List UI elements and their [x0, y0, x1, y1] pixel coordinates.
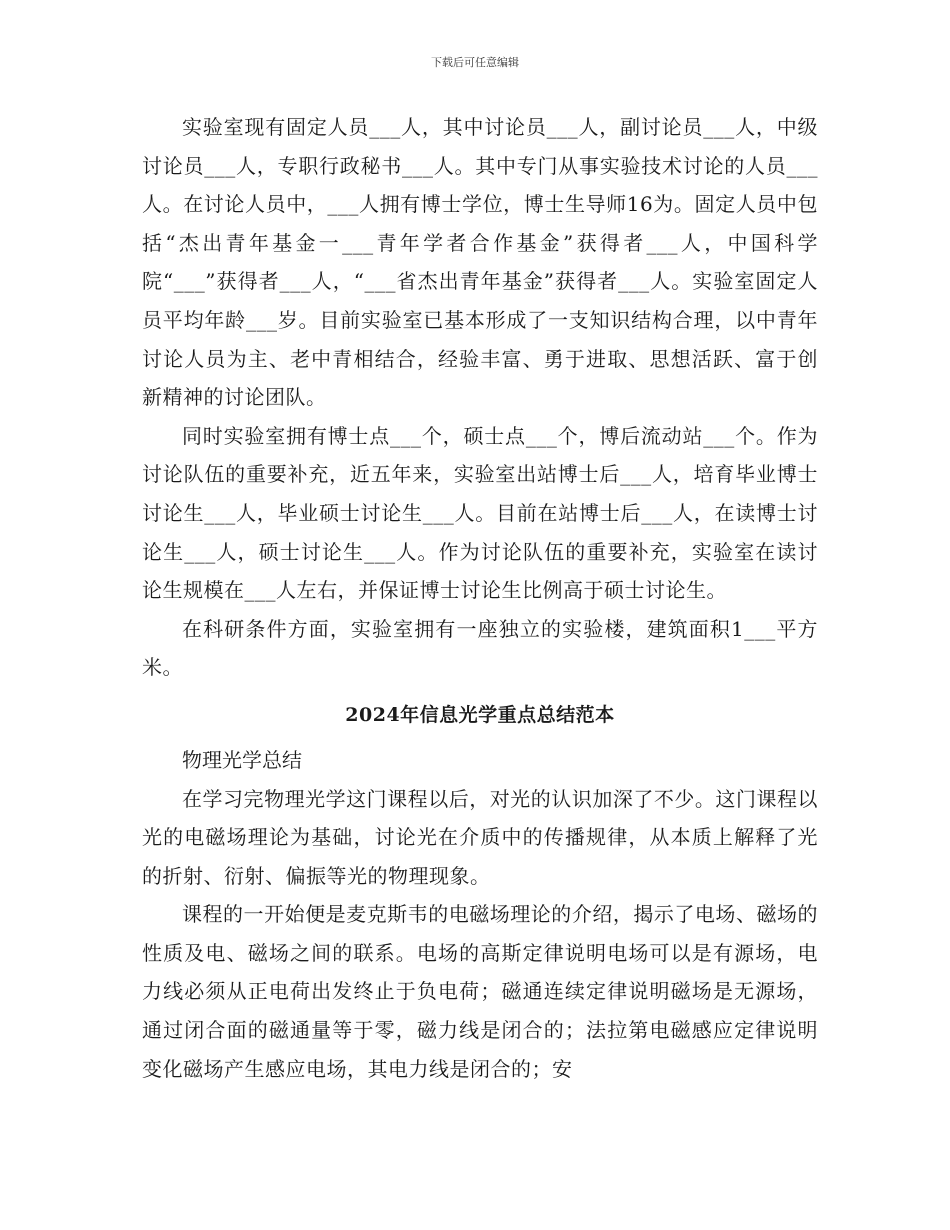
paragraph-staff: 实验室现有固定人员___人，其中讨论员___人，副讨论员___人，中级讨论员___人，专职行政秘书___人。其中专门从事实验技术讨论的人员___人。在讨论人员中，___人拥有博士学位，博士生导师16为。固定人员中包括“杰出青年基金一___青年学者合作基金”获得者___人，中国科学院“___”获得者___人，“___省杰出青年基金”获得者___人。实验室固定人员平均年龄___岁。目前实验室已基本形成了一支知识结构合理，以中青年讨论人员为主、老中青相结合，经验丰富、勇于进取、思想活跃、富于创新精神的讨论团队。: [142, 115, 818, 410]
paragraph-course-intro: 在学习完物理光学这门课程以后，对光的认识加深了不少。这门课程以光的电磁场理论为基础，讨论光在介质中的传播规律，从本质上解释了光的折射、衍射、偏振等光的物理现象。: [142, 786, 818, 888]
page-header: 下载后可任意编辑: [431, 56, 519, 69]
paragraph-maxwell-theory: 课程的一开始便是麦克斯韦的电磁场理论的介绍，揭示了电场、磁场的性质及电、磁场之间的联系。电场的高斯定律说明电场可以是有源场，电力线必须从正电荷出发终止于负电荷；磁通连续定律说明磁场是无源场，通过闭合面的磁通量等于零，磁力线是闭合的；法拉第电磁感应定律说明变化磁场产生感应电场，其电力线是闭合的；安: [142, 902, 818, 1081]
section-subheading: 物理光学总结: [182, 747, 302, 772]
paragraph-research-conditions: 在科研条件方面，实验室拥有一座独立的实验楼，建筑面积1___平方米。: [142, 616, 818, 680]
paragraph-degree-programs: 同时实验室拥有博士点___个，硕士点___个，博后流动站___个。作为讨论队伍的重要补充，近五年来，实验室出站博士后___人，培育毕业博士讨论生___人，毕业硕士讨论生___人。目前在站博士后___人，在读博士讨论生___人，硕士讨论生___人。作为讨论队伍的重要补充，实验室在读讨论生规模在___人左右，并保证博士讨论生比例高于硕士讨论生。: [142, 423, 818, 603]
section-title: 2024年信息光学重点总结范本: [345, 703, 615, 726]
document-body: [142, 108, 818, 1088]
